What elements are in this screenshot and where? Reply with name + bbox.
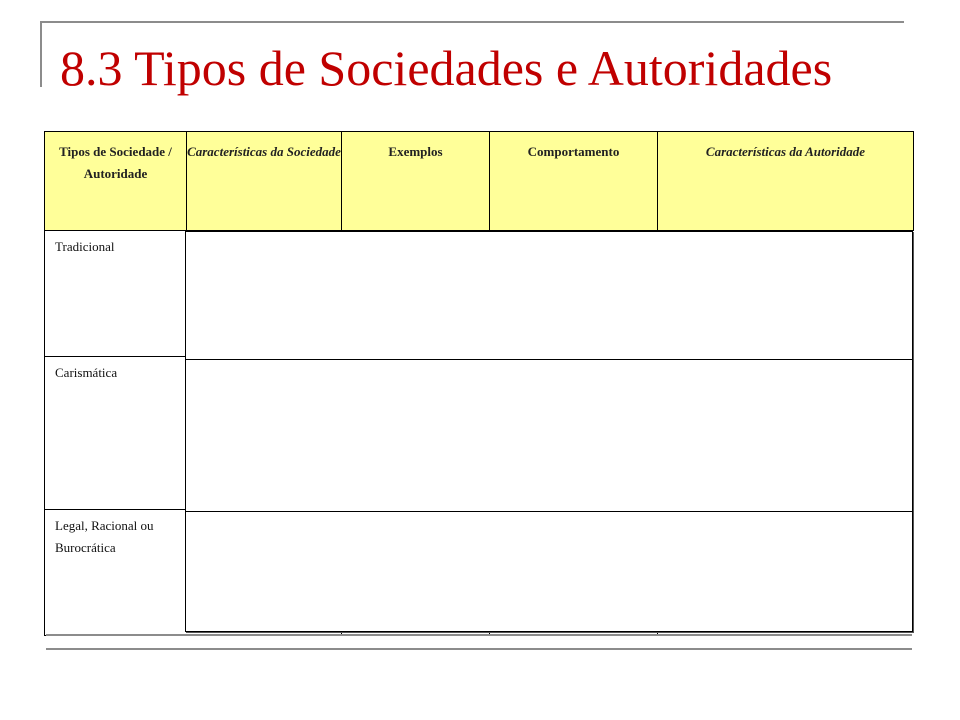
blank-cover-legal (185, 511, 913, 632)
blank-cover-carismatica (185, 359, 913, 512)
row-label-legal: Legal, Racional ou Burocrática (44, 510, 187, 636)
slide-title: 8.3 Tipos de Sociedades e Autoridades (60, 40, 833, 96)
row-label-carismatica: Carismática (44, 357, 187, 510)
header-tipos: Tipos de Sociedade / Autoridade (44, 131, 187, 231)
bottom-rule (46, 634, 912, 636)
bottom-rule (46, 648, 912, 650)
top-rule (40, 21, 904, 23)
header-caracteristicas-sociedade: Características da Sociedade (187, 131, 342, 231)
header-caracteristicas-autoridade: Características da Autoridade (658, 131, 914, 231)
left-accent-rule (40, 21, 42, 87)
row-label-tradicional: Tradicional (44, 231, 187, 357)
header-exemplos: Exemplos (342, 131, 490, 231)
blank-cover-tradicional (185, 231, 913, 360)
header-comportamento: Comportamento (490, 131, 658, 231)
societies-table (44, 131, 914, 636)
